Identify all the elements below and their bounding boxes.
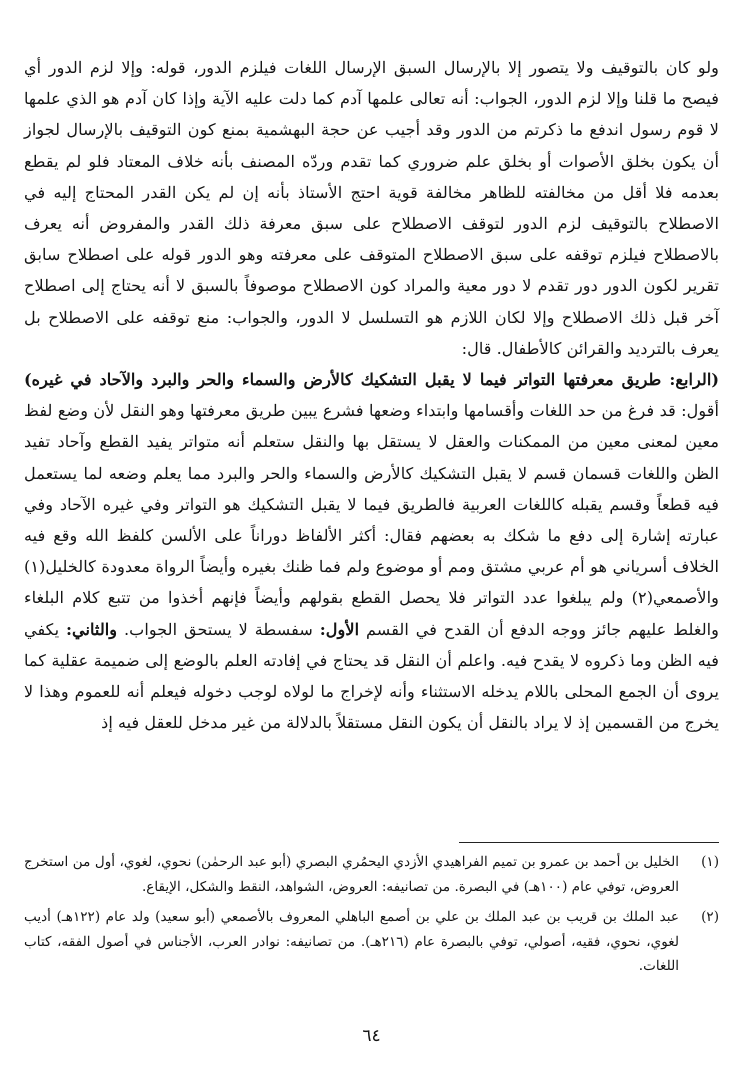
- footnote-number: (١): [701, 854, 719, 870]
- aqulu-label: أقول:: [681, 401, 719, 421]
- first-label: الأول:: [319, 619, 360, 639]
- paragraph-2-text-b: والأصمعي: [653, 588, 719, 608]
- section-heading: (الرابع: طريق معرفتها التواتر فيما لا يقبل التشكيك كالأرض والسماء والحر والبرد والآحاد في غيره): [24, 370, 719, 390]
- paragraph-2-text-a: قد فرغ من حد اللغات وأقسامها وابتداء وضعها فشرع يبين طريق معرفتها وهو النقل لأن وضع لفظ معين لمعنى معين من الممكنات والعقل لا يستقل بها والنقل ستعلم أنه متواتر يفيد القطع وآحاد تفيد الظن واللغات قسمان قسم لا يقبل التشكيك كالأرض والسماء والحر والبرد مما يعلم وضعه لما يستعمل فيه قطعاً وقسم يقبله كاللغات العربية فالطريق فيما لا يقبل التشكيك هو التواتر وفي غيره الآحاد وفي عبارته إشارة إلى دفع ما شكك به بعضهم فقال: أكثر الألفاظ دوراناً على الألسن كلفظ الله وقع فيه الخلاف أسرياني هو أم عربي مشتق ومم أو موضوع ولم فما ظنك بغيره وأيضاً الرواة معدودة كالخليل: [24, 401, 719, 577]
- footnote-1: [24, 850, 719, 899]
- footnote-ref-1: (١): [24, 557, 46, 577]
- paragraph-1: ولو كان بالتوقيف ولا يتصور إلا بالإرسال السبق الإرسال اللغات فيلزم الدور، قوله: وإلا لزم الدور أي فيصح ما قلنا وإلا لزم الدور، الجواب: أنه تعالى علمها آدم كما دلت عليه الآية وإذا كان آدم هو الذي علمها لا قوم رسول اندفع ما ذكرتم من الدور وقد أجيب عن حجة البهشمية بمنع كون التوقيف بالإرسال لجواز أن يكون بخلق الأصوات أو بخلق علم ضروري كما تقدم وردّه المصنف بأنه خلاف المعتاد فلو لم يقطع بعدمه فلا أقل من مخالفته للظاهر مخالفة قوية احتج الأستاذ بأنه إن لم يكن القدر المحتاج إليه في الاصطلاح بالتوقيف لزم الدور لتوقف الاصطلاح على سبق معرفة ذلك القدر والمفروض أنه يعرف بالاصطلاح فيلزم توقفه على سبق الاصطلاح المتوقف على معرفته وهو الدور قوله على اصطلاح سابق تقرير لكون الدور دور تقدم لا دور معية والمراد كون الاصطلاح موصوفاً بالسبق لا أنه يحتاج إلى اصطلاح آخر قبل ذلك الاصطلاح وإلا لكان اللازم هو التسلسل لا الدور، والجواب: منع توقفه على الاصطلاح بل يعرف بالترديد والقرائن كالأطفال. قال:: [24, 58, 719, 358]
- footnotes: [24, 850, 719, 985]
- footnote-number: (٢): [701, 909, 719, 925]
- footnote-ref-2: (٢): [631, 588, 654, 608]
- footnote-2: [24, 905, 719, 979]
- paragraph-2-text-c: ولم يبلغوا عدد التواتر فلا يحصل القطع بقولهم وأيضاً فإنهم أخذوا من تتبع كلام البلغاء والغلط عليهم جائز ووجه الدفع أن القدح في القسم: [24, 588, 719, 639]
- main-text: [24, 52, 719, 738]
- page-number: ٦٤: [362, 1026, 381, 1046]
- paragraph-2: [24, 364, 719, 738]
- footnote-text: الخليل بن أحمد بن عمرو بن تميم الفراهيدي الأزدي اليحمُري البصري (أبو عبد الرحمٰن) نحوي، لغوي، أول من استخرج العروض، توفي عام (١٠٠هـ) في البصرة. من تصانيفه: العروض، الشواهد، النقط والشكل، الإيقاع.: [24, 854, 679, 895]
- paragraph-2-text-d: سفسطة لا يستحق الجواب.: [123, 619, 313, 639]
- second-label: والثاني:: [66, 619, 118, 639]
- footnote-divider: [459, 842, 719, 843]
- paragraph-2-text-e: يكفي فيه الظن وما ذكروه لا يقدح فيه. واعلم أن النقل قد يحتاج في إفادته العلم بالوضع إلى ضميمة عقلية كما يروى أن الجمع المحلى باللام يدخله الاستثناء وأنه لإخراج ما لولاه لوجب دخوله فيعلم أنه للعموم وهذا لا يخرج من القسمين إذ لا يراد بالنقل أن يكون النقل مستقلاً بالدلالة من غير مدخل للعقل فيه إذ: [24, 619, 720, 733]
- footnote-text: عبد الملك بن قريب بن عبد الملك بن علي بن أصمع الباهلي المعروف بالأصمعي (أبو سعيد) ولد عام (١٢٢هـ) أديب لغوي، نحوي، فقيه، أصولي، توفي بالبصرة عام (٢١٦هـ). من تصانيفه: نوادر العرب، الأجناس في أصول الفقه، كتاب اللغات.: [24, 909, 679, 974]
